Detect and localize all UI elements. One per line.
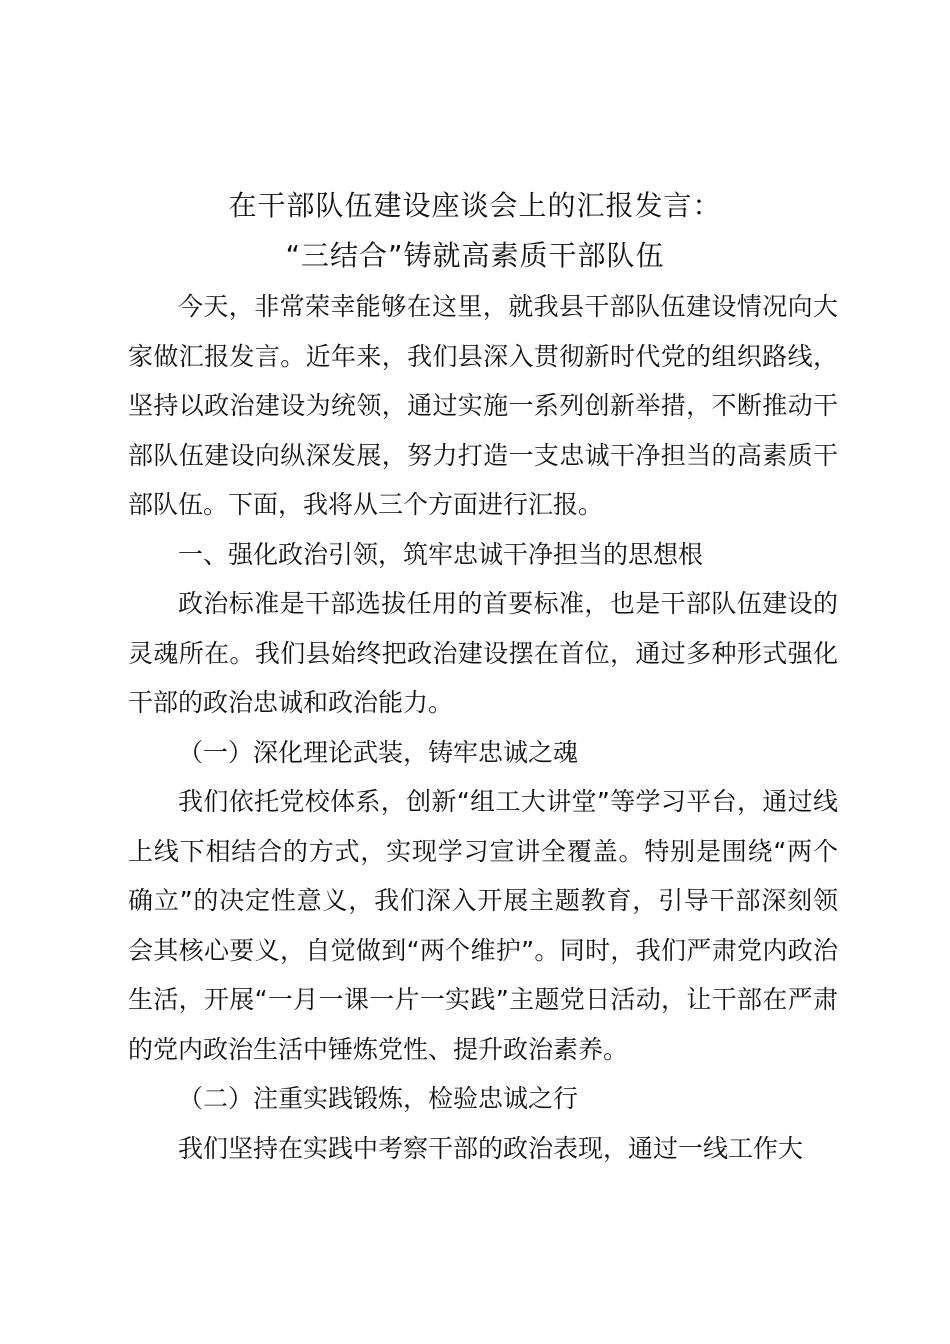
- section-heading-1: 一、强化政治引领，筑牢忠诚干净担当的思想根: [178, 539, 704, 569]
- subsection-heading-1: （一）深化理论武装，铸牢忠诚之魂: [178, 737, 579, 767]
- document-title-line-2: “三结合”铸就高素质干部队伍: [285, 239, 665, 272]
- section-1-paragraph: 政治标准是干部选拔任用的首要标准，也是干部队伍建设的灵魂所在。我们县始终把政治建设摆在首位，通过多种形式强化干部的政治忠诚和政治能力。: [128, 589, 838, 717]
- document-body: [128, 282, 838, 1173]
- subsection-2-paragraph: 我们坚持在实践中考察干部的政治表现，通过一线工作大: [178, 1133, 804, 1163]
- intro-paragraph: 今天，非常荣幸能够在这里，就我县干部队伍建设情况向大家做汇报发言。近年来，我们县深入贯彻新时代党的组织路线，坚持以政治建设为统领，通过实施一系列创新举措，不断推动干部队伍建设向纵深发展，努力打造一支忠诚干净担当的高素质干部队伍。下面，我将从三个方面进行汇报。: [128, 292, 838, 519]
- subsection-1-paragraph: 我们依托党校体系，创新“组工大讲堂”等学习平台，通过线上线下相结合的方式，实现学习宣讲全覆盖。特别是围绕“两个确立”的决定性意义，我们深入开展主题教育，引导干部深刻领会其核心要义，自觉做到“两个维护”。同时，我们严肃党内政治生活，开展“一月一课一片一实践”主题党日活动，让干部在严肃的党内政治生活中锤炼党性、提升政治素养。: [128, 787, 838, 1064]
- subsection-heading-2: （二）注重实践锻炼，检验忠诚之行: [178, 1084, 579, 1113]
- document-title-line-1: 在干部队伍建设座谈会上的汇报发言：: [228, 189, 722, 222]
